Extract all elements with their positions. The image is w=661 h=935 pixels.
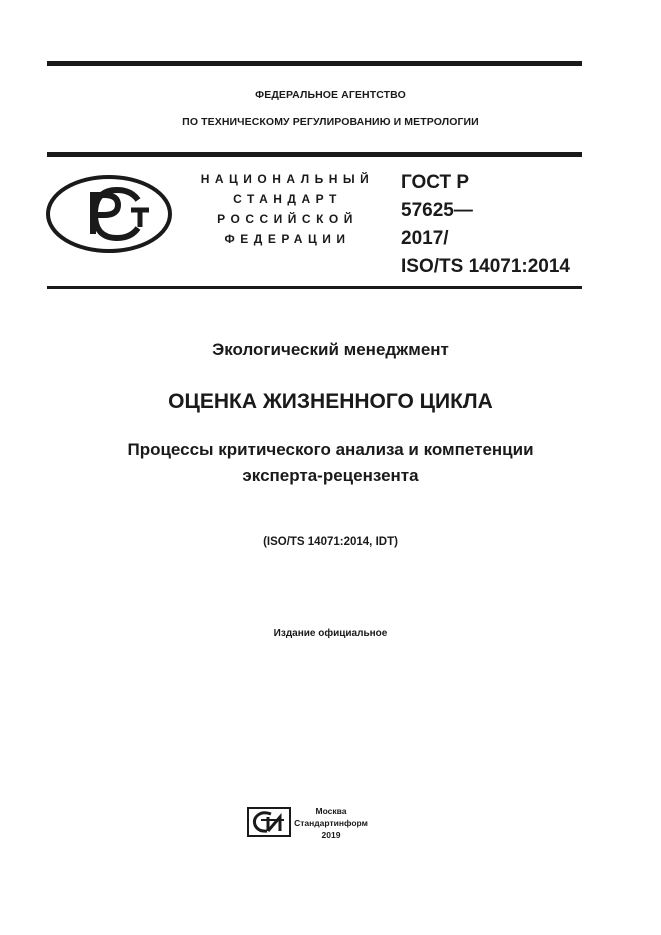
top-rule [47, 61, 582, 66]
standard-label-line-3: РОССИЙСКОЙ [217, 212, 358, 226]
agency-name-line-1: ФЕДЕРАЛЬНОЕ АГЕНТСТВО [255, 89, 406, 101]
publisher-name: Стандартинформ [294, 818, 368, 828]
standard-label-line-1: НАЦИОНАЛЬНЫЙ [200, 172, 375, 186]
standard-label-line-4: ФЕДЕРАЦИИ [224, 232, 351, 246]
subtitle-line-1: Процессы критического анализа и компетенции [127, 440, 534, 459]
publication-year: 2019 [321, 830, 341, 840]
subtitle-line-2: эксперта-рецензента [242, 466, 419, 485]
standard-number-line-4: ISO/TS 14071:2014 [401, 256, 570, 277]
standard-number-line-2: 57625— [401, 200, 473, 221]
middle-rule [47, 152, 582, 157]
main-title: ОЦЕНКА ЖИЗНЕННОГО ЦИКЛА [168, 390, 493, 413]
publisher-city: Москва [315, 806, 347, 816]
standartinform-logo-icon [247, 807, 291, 837]
gost-r-conformity-mark-icon [45, 174, 173, 254]
standard-number-line-1: ГОСТ Р [401, 172, 470, 193]
management-title: Экологический менеджмент [212, 340, 449, 359]
standard-label-line-2: СТАНДАРТ [233, 192, 342, 206]
official-edition-note: Издание официальное [273, 628, 388, 639]
standard-number-line-3: 2017/ [401, 228, 449, 249]
lower-rule [47, 286, 582, 289]
agency-name-line-2: ПО ТЕХНИЧЕСКОМУ РЕГУЛИРОВАНИЮ И МЕТРОЛОГИИ [182, 116, 479, 128]
iso-identity-note: (ISO/TS 14071:2014, IDT) [263, 536, 398, 548]
